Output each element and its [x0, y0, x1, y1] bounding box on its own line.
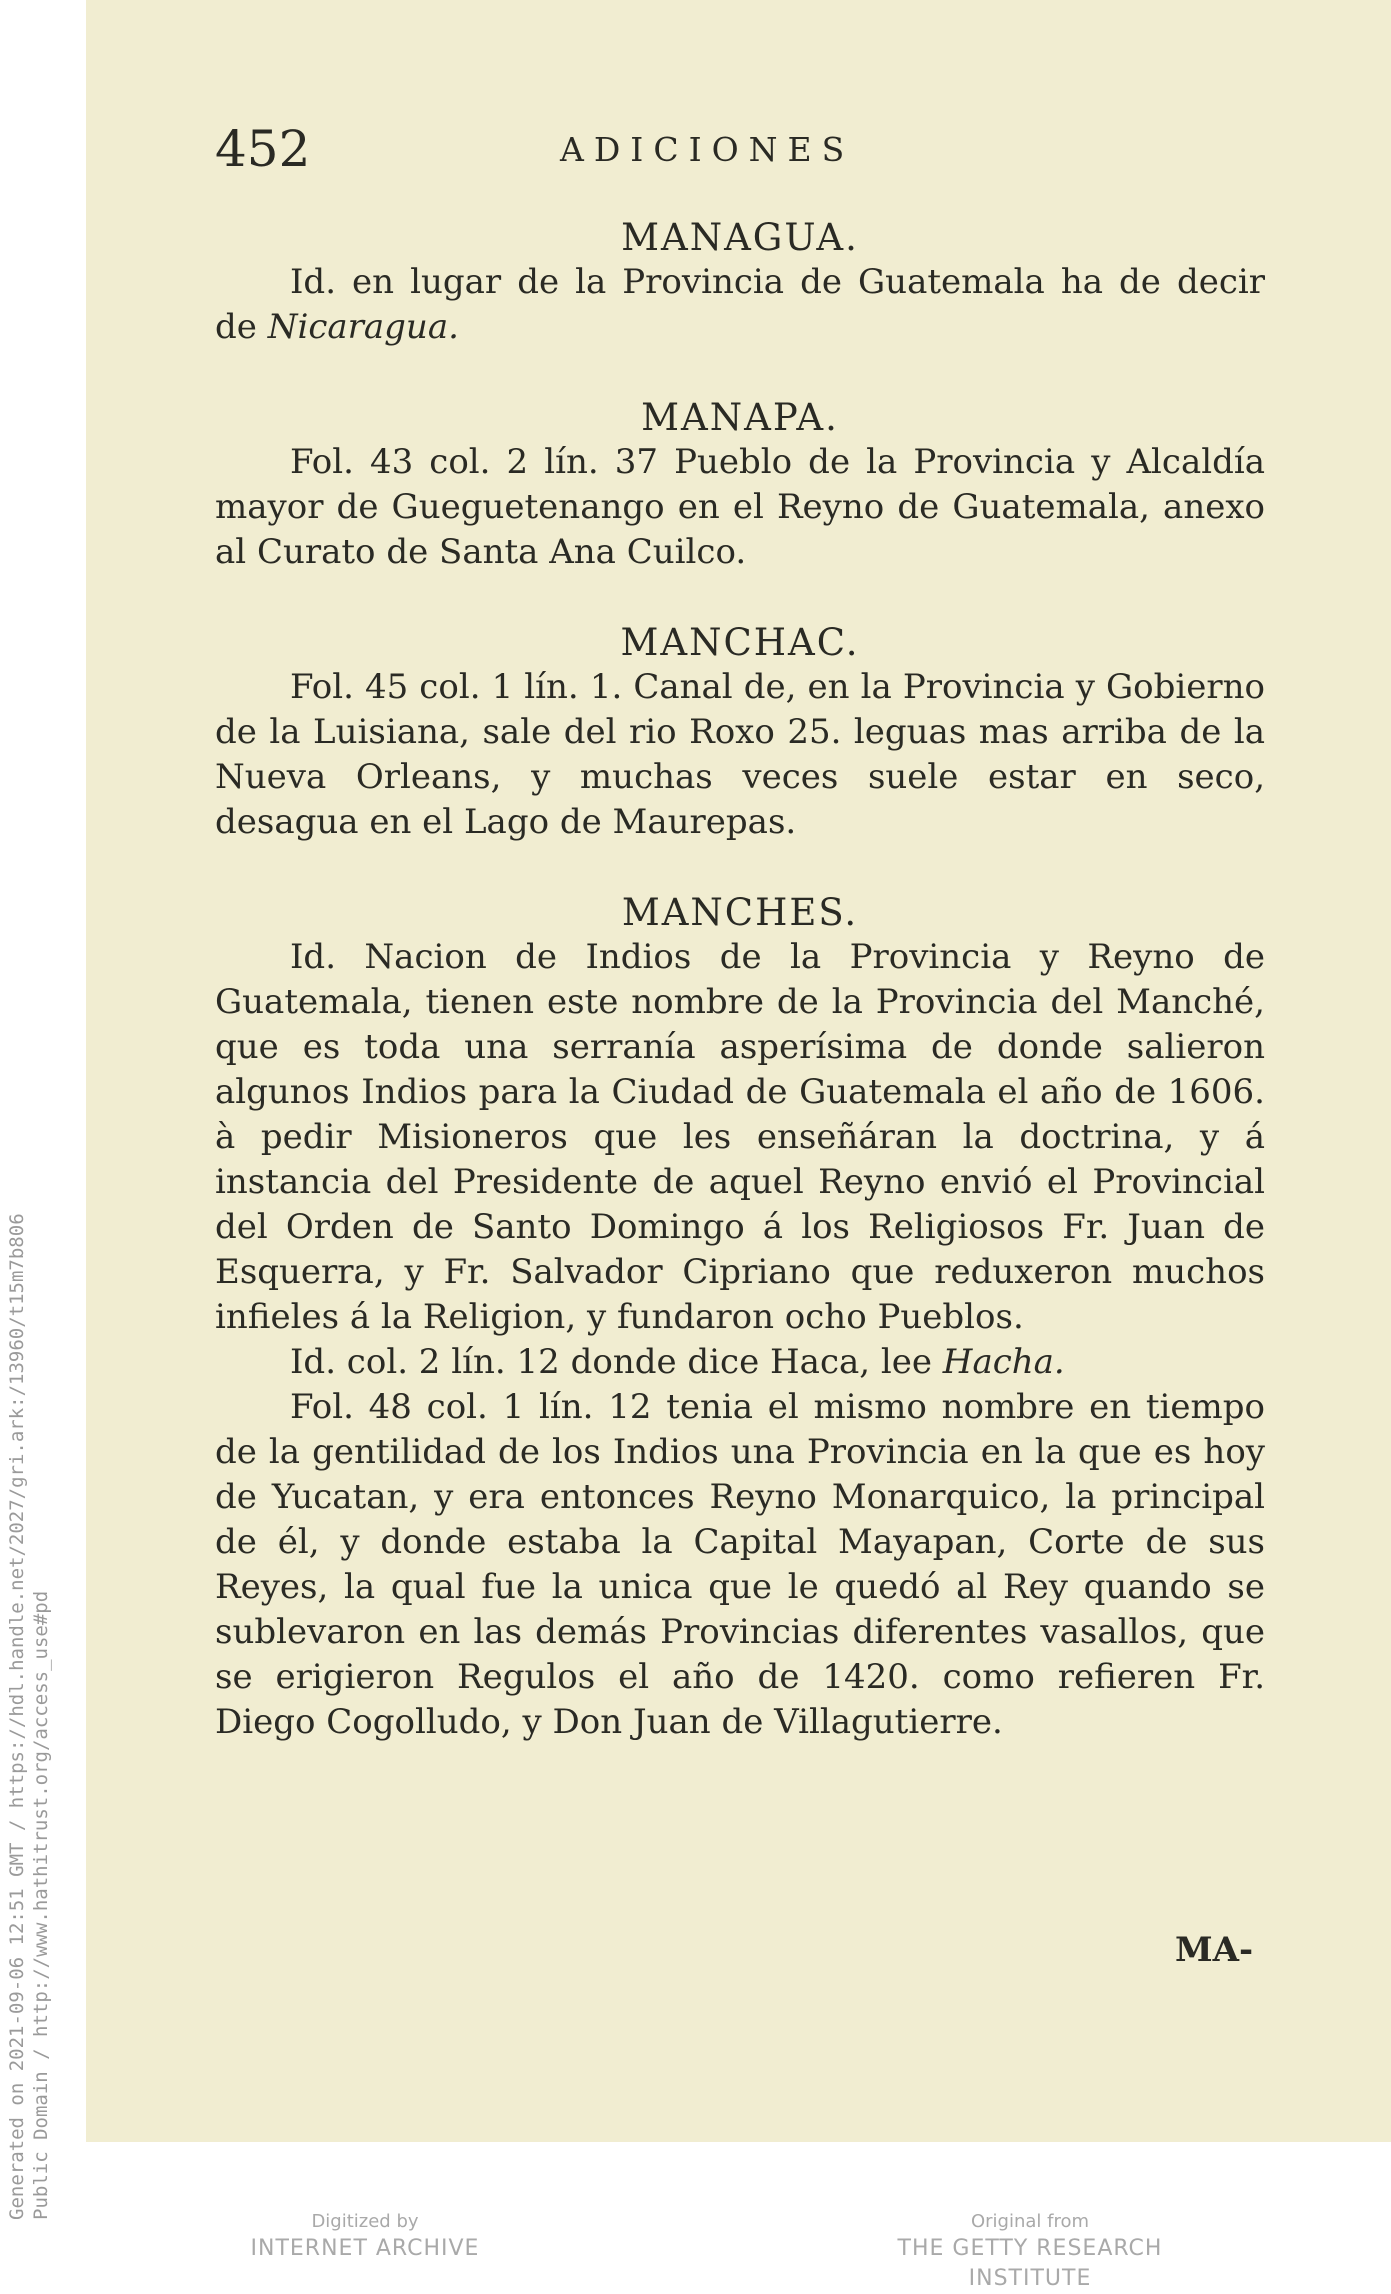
- entry-text: Id. col. 2 lín. 12 donde dice Haca, lee: [290, 1342, 932, 1382]
- entry-text-manapa: Fol. 43 col. 2 lín. 37 Pueblo de la Provincia y Alcaldía mayor de Gueguetenango en el Reyno de Guatemala, anexo al Curato de Santa Ana Cuilco.: [215, 442, 1265, 572]
- internet-archive-logo: INTERNET ARCHIVE: [250, 2236, 480, 2261]
- footer-label: Digitized by: [311, 2211, 419, 2232]
- running-title: ADICIONES: [560, 130, 855, 169]
- entry-title-managua: MANAGUA.: [621, 216, 859, 259]
- entry-title-manapa: MANAPA.: [641, 396, 839, 439]
- getty-logo: THE GETTY RESEARCH INSTITUTE: [897, 2236, 1163, 2291]
- entry-text-manches-note: Fol. 48 col. 1 lín. 12 tenia el mismo nombre en tiempo de la gentilidad de los Indios una Provincia en la que es hoy de Yucatan, y era entonces Reyno Monarquico, la principal de él, y donde estaba la Capital Mayapan, Corte de sus Reyes, la qual fue la unica que le quedó al Rey quando se sublevaron en las demás Provincias diferentes vasallos, que se erigieron Regulos el año de 1420. como refieren Fr. Diego Cogolludo, y Don Juan de Villagutierre.: [215, 1387, 1265, 1742]
- generated-line: Generated on 2021-09-06 12:51 GMT / https://hdl.handle.net/2027/gri.ark:/13960/t15m7b806: [6, 1213, 28, 2220]
- entry-text: Id. en lugar de la Provincia de Guatemala ha de decir de: [215, 262, 1265, 347]
- catchword: MA-: [1175, 1930, 1254, 1970]
- footer-digitized-by: [230, 2210, 500, 2264]
- rights-line: Public Domain / http://www.hathitrust.org/access_use#pd: [30, 1590, 52, 2220]
- footer-original-from: [840, 2210, 1220, 2294]
- entry-title-manchac: MANCHAC.: [620, 621, 860, 664]
- entry-text-manches-correction: [215, 1340, 1265, 1385]
- entry-text-managua: [215, 260, 1265, 350]
- footer-label: Original from: [970, 2211, 1090, 2232]
- page-header: [215, 120, 1275, 190]
- page-body: [215, 215, 1265, 1745]
- italic-term: Hacha.: [942, 1342, 1065, 1382]
- digitization-footer: [0, 2210, 1391, 2291]
- entry-title-manches: MANCHES.: [621, 891, 859, 934]
- entry-text-manches: Id. Nacion de Indios de la Provincia y Reyno de Guatemala, tienen este nombre de la Provincia del Manché, que es toda una serranía asperísima de donde salieron algunos Indios para la Ciudad de Guatemala el año de 1606. à pedir Misioneros que les enseñáran la doctrina, y á instancia del Presidente de aquel Reyno envió el Provincial del Orden de Santo Domingo á los Religiosos Fr. Juan de Esquerra, y Fr. Salvador Cipriano que reduxeron muchos infieles á la Religion, y fundaron ocho Pueblos.: [215, 937, 1265, 1337]
- page-number: 452: [215, 120, 311, 178]
- italic-term: Nicaragua.: [267, 307, 459, 347]
- entry-text-manchac: Fol. 45 col. 1 lín. 1. Canal de, en la Provincia y Gobierno de la Luisiana, sale del rio Roxo 25. leguas mas arriba de la Nueva Orleans, y muchas veces suele estar en seco, desagua en el Lago de Maurepas.: [215, 667, 1265, 842]
- hathitrust-watermark: [0, 1140, 64, 2240]
